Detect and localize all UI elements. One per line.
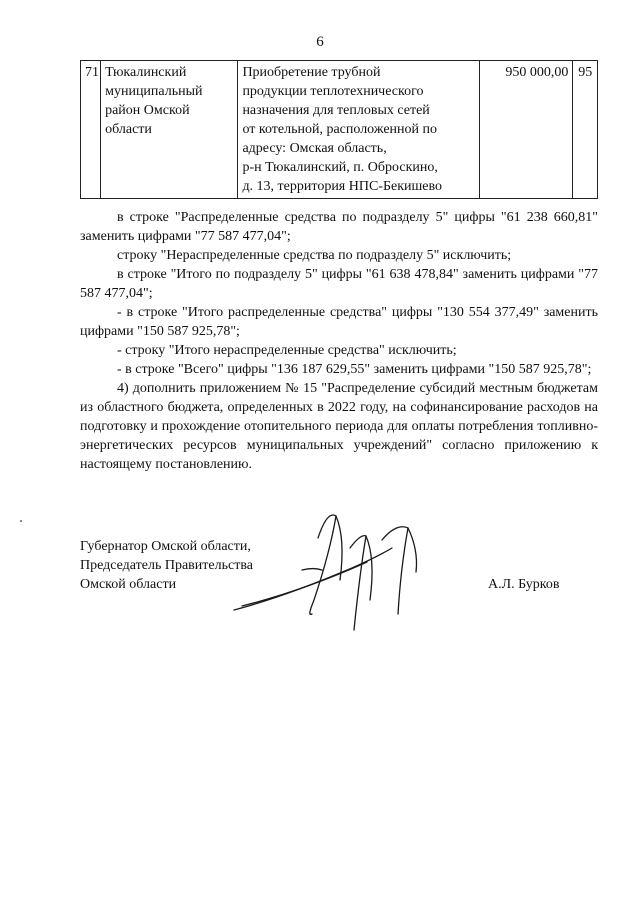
amendment-paragraph: - в строке "Всего" цифры "136 187 629,55" заменить цифрами "150 587 925,78";	[117, 362, 592, 377]
table-row	[81, 61, 598, 199]
margin-mark	[20, 520, 22, 522]
purpose-line: назначения для тепловых сетей	[242, 103, 430, 118]
amendment-paragraph: строку "Нераспределенные средства по подразделу 5" исключить;	[117, 248, 512, 263]
amount-cell: 950 000,00	[479, 61, 573, 199]
subsidy-table	[80, 60, 598, 199]
municipality-line: Тюкалинский	[105, 65, 187, 80]
municipality-line: области	[105, 122, 152, 137]
amendment-paragraph: - строку "Итого нераспределенные средства" исключить;	[117, 343, 457, 358]
amendment-paragraph: - в строке "Итого распределенные средства" цифры "130 554 377,49" заменить цифрами "150 587 925,78";	[80, 305, 598, 339]
municipality-cell	[101, 61, 238, 199]
municipality-line: район Омской	[105, 103, 190, 118]
amendment-paragraph: в строке "Распределенные средства по подразделу 5" цифры "61 238 660,81" заменить цифрами "77 587 477,04";	[80, 210, 598, 244]
amendment-paragraph: в строке "Итого по подразделу 5" цифры "61 638 478,84" заменить цифрами "77 587 477,04";	[80, 267, 598, 301]
handwritten-signature	[232, 510, 422, 650]
municipality-line: муниципальный	[105, 84, 203, 99]
purpose-line: Приобретение трубной	[242, 65, 381, 80]
signer-title	[80, 537, 253, 594]
purpose-line: продукции теплотехнического	[242, 84, 424, 99]
signer-title-line: Председатель Правительства	[80, 558, 253, 573]
signer-title-line: Губернатор Омской области,	[80, 539, 251, 554]
percent-cell: 95	[573, 61, 598, 199]
signer-title-line: Омской области	[80, 577, 177, 592]
signer-name: А.Л. Бурков	[488, 577, 560, 592]
purpose-line: от котельной, расположенной по	[242, 122, 438, 137]
page-number: 6	[316, 34, 324, 50]
purpose-cell	[238, 61, 479, 199]
purpose-line: адресу: Омская область,	[242, 141, 387, 156]
row-number: 71	[81, 61, 101, 199]
amendment-text	[80, 208, 598, 474]
amendment-paragraph: 4) дополнить приложением № 15 "Распределение субсидий местным бюджетам из областного бюджета, определенных в 2022 году, на софинансирование расходов на подготовку и прохождение отопительного периода для оплаты потребления топливно-энергетических ресурсов муниципальных учреждений" согласно приложению к настоящему постановлению.	[80, 381, 598, 472]
purpose-line: р-н Тюкалинский, п. Оброскино,	[242, 160, 438, 175]
purpose-line: д. 13, территория НПС-Бекишево	[242, 179, 443, 194]
subsidy-table-body	[81, 61, 598, 199]
